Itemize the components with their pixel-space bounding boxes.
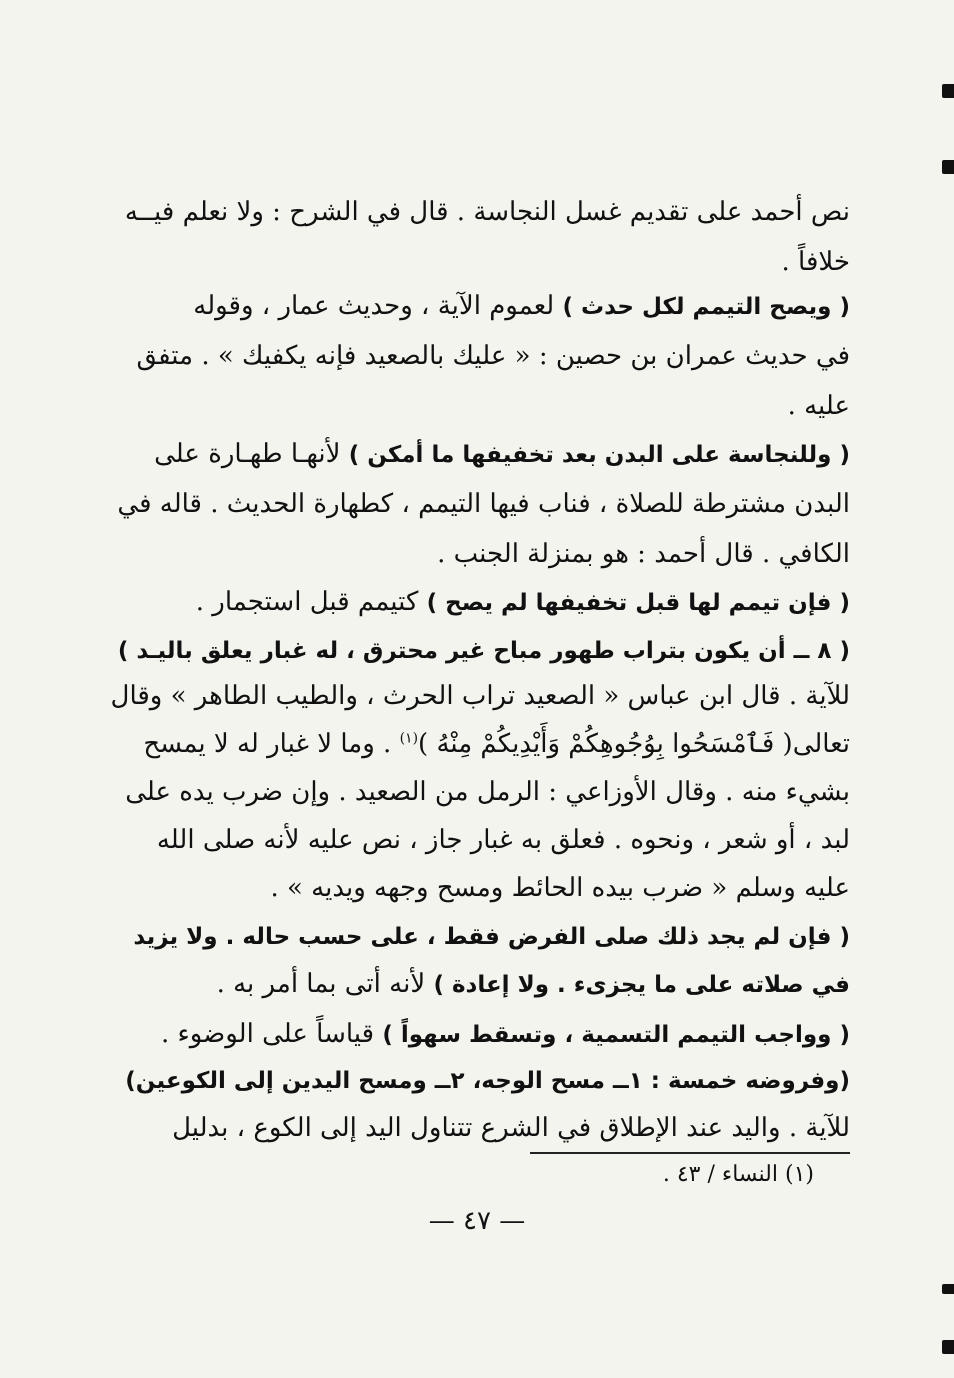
text-line (124, 186, 850, 238)
text-segment: . وما لا غبار له لا يمسح (143, 729, 400, 759)
text-segment: عليه وسلم « ضرب بيده الحائط ومسح وجهه ويديه » . (270, 873, 850, 903)
text-segment: للآية . واليد عند الإطلاق في الشرع تتناول اليد إلى الكوع ، بدليل (172, 1113, 850, 1143)
text-segment: لأنه أتى بما أمر به . (216, 969, 434, 999)
text-line (160, 1008, 850, 1060)
text-line (210, 528, 850, 580)
bold-heading-text: ( ويصح التيمم لكل حدث ) (562, 294, 850, 320)
text-segment: قياساً على الوضوء . (160, 1019, 383, 1049)
scan-edge-mark (942, 1340, 954, 1354)
text-line (195, 576, 850, 628)
text-line (136, 330, 850, 382)
text-segment: لعموم الآية ، وحديث عمار ، وقوله (193, 291, 563, 321)
scan-edge-mark (942, 1284, 954, 1294)
text-line (193, 280, 850, 332)
text-line (143, 718, 850, 770)
text-segment: الكافي . قال أحمد : هو بمنزلة الجنب . (437, 539, 850, 569)
footnote-separator (530, 1152, 850, 1154)
text-line (125, 1054, 850, 1106)
bold-heading-text: (وفروضه خمسة : ١ــ مسح الوجه، ٢ــ ومسح اليدين إلى الكوعين) (125, 1068, 850, 1094)
text-segment: تعالى( فَٱمْسَحُوا بِوُجُوهِكُمْ وَأَيْدِيكُمْ مِنْهُ ) (418, 729, 850, 759)
bold-heading-text: في صلاته على ما يجزىء . ولا إعادة ) (433, 972, 850, 998)
bold-heading-text: ( فإن لم يجد ذلك صلى الفرض فقط ، على حسب حاله . ولا يزيد (133, 924, 850, 950)
text-line (133, 910, 850, 962)
bold-heading-text: ( وللنجاسة على البدن بعد تخفيفها ما أمكن ) (348, 442, 850, 468)
text-segment: نص أحمد على تقديم غسل النجاسة . قال في الشرح : ولا نعلم فيــه (124, 197, 850, 227)
text-segment: كتيمم قبل استجمار . (195, 587, 427, 617)
text-line (125, 766, 850, 818)
scan-edge-mark (942, 160, 954, 174)
text-segment: للآية . قال ابن عباس « الصعيد تراب الحرث ، والطيب الطاهر » وقال (110, 681, 850, 711)
bold-heading-text: ( ٨ ــ أن يكون بتراب طهور مباح غير محترق ، له غبار يعلق باليـد ) (117, 638, 850, 664)
footnote: (١) النساء / ٤٣ . (662, 1162, 814, 1187)
text-segment: لأنهـا طهـارة على (154, 439, 349, 469)
text-line (210, 380, 850, 432)
footnote-ref: (١) (399, 730, 419, 747)
scan-edge-mark (942, 84, 954, 98)
bold-heading-text: ( وواجب التيمم التسمية ، وتسقط سهواً ) (382, 1022, 850, 1048)
text-line (210, 958, 850, 1010)
text-segment: لبد ، أو شعر ، ونحوه . فعلق به غبار جاز ، نص عليه لأنه صلى الله (156, 825, 850, 855)
bold-heading-text: ( فإن تيمم لها قبل تخفيفها لم يصح ) (426, 590, 850, 616)
text-line (154, 428, 850, 480)
text-line (172, 1102, 850, 1154)
text-segment: في حديث عمران بن حصين : « عليك بالصعيد فإنه يكفيك » . متفق (136, 341, 850, 371)
text-segment: عليه . (787, 391, 850, 421)
text-line (210, 862, 850, 914)
text-line (117, 624, 850, 676)
text-segment: خلافاً . (781, 247, 850, 277)
text-line (156, 814, 850, 866)
page-number: — ٤٧ — (428, 1206, 526, 1236)
text-line (110, 670, 850, 722)
text-segment: البدن مشترطة للصلاة ، فناب فيها التيمم ، كطهارة الحديث . قاله في (117, 489, 850, 519)
text-segment: بشيء منه . وقال الأوزاعي : الرمل من الصعيد . وإن ضرب يده على (125, 777, 850, 807)
text-line (117, 478, 850, 530)
